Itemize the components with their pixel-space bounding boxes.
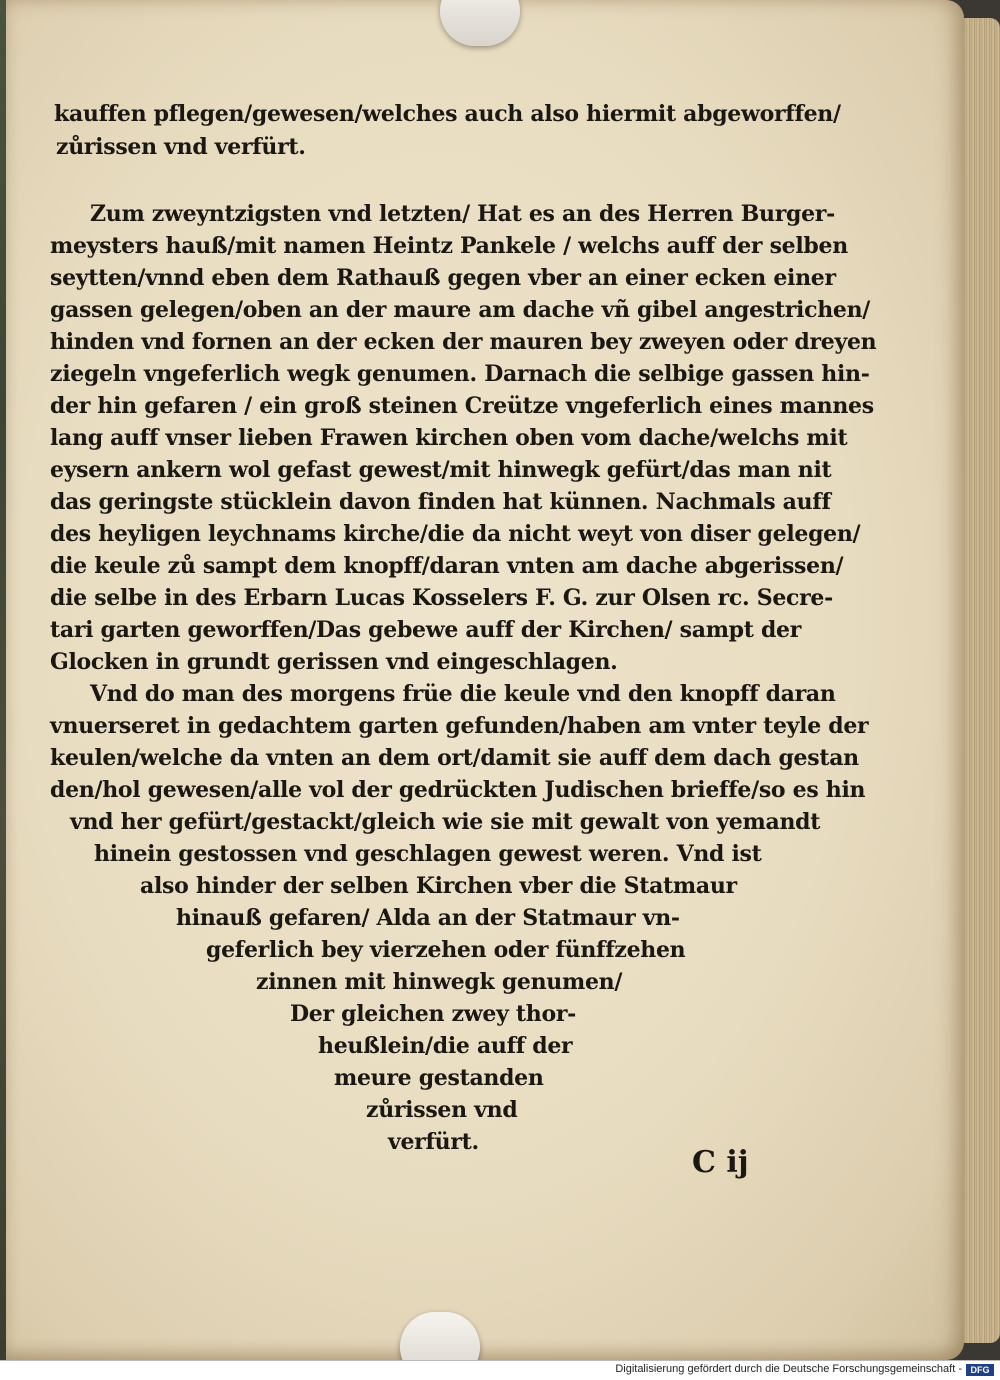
dfg-logo: DFG: [966, 1364, 994, 1376]
text-line: des heyligen leychnams kirche/die da nicht weyt von diser gelegen/: [50, 521, 861, 547]
text-line: seytten/vnnd eben dem Rathauß gegen vber an einer ecken einer: [50, 265, 836, 291]
text-line: meure gestanden: [334, 1065, 544, 1091]
text-line: die keule zů sampt dem knopff/daran vnten am dache abgerissen/: [50, 553, 844, 579]
footer-bar: [0, 1360, 1000, 1380]
text-line: vnd her gefürt/gestackt/gleich wie sie mit gewalt von yemandt: [70, 809, 821, 835]
text-line: ziegeln vngeferlich wegk genumen. Darnach die selbige gassen hin-: [50, 361, 870, 387]
text-line: die selbe in des Erbarn Lucas Kosselers F. G. zur Olsen rc. Secre-: [50, 585, 833, 611]
text-line: Zum zweyntzigsten vnd letzten/ Hat es an des Herren Burger-: [90, 201, 835, 227]
text-line: lang auff vnser lieben Frawen kirchen oben vom dache/welchs mit: [50, 425, 848, 451]
text-line: zůrissen vnd: [366, 1097, 518, 1123]
text-line: das geringste stücklein davon finden hat künnen. Nachmals auff: [50, 489, 831, 515]
text-line: gassen gelegen/oben an der maure am dache vñ gibel angestrichen/: [50, 297, 871, 323]
signature-mark: C ij: [692, 1145, 749, 1180]
text-line: also hinder der selben Kirchen vber die Statmaur: [140, 873, 737, 899]
text-line: keulen/welche da vnten an dem ort/damit sie auff dem dach gestan: [50, 745, 859, 771]
text-line: Glocken in grundt gerissen vnd eingeschlagen.: [50, 649, 618, 675]
text-line: meysters hauß/mit namen Heintz Pankele / welchs auff der selben: [50, 233, 848, 259]
text-line: der hin gefaren / ein groß steinen Creütze vngeferlich eines mannes: [50, 393, 874, 419]
text-line: zůrissen vnd verfürt.: [56, 134, 306, 160]
text-line: geferlich bey vierzehen oder fünffzehen: [206, 937, 686, 963]
text-line: kauffen pflegen/gewesen/welches auch also hiermit abgeworffen/: [54, 101, 841, 127]
text-line: eysern ankern wol gefast gewest/mit hinwegk gefürt/das man nit: [50, 457, 832, 483]
text-line: tari garten geworffen/Das gebewe auff der Kirchen/ sampt der: [50, 617, 802, 643]
footer-credit: Digitalisierung gefördert durch die Deutsche Forschungsgemeinschaft -: [615, 1363, 962, 1375]
text-line: hinauß gefaren/ Alda an der Statmaur vn-: [176, 905, 680, 931]
text-line: hinden vnd fornen an der ecken der mauren bey zweyen oder dreyen: [50, 329, 877, 355]
text-line: Der gleichen zwey thor-: [290, 1001, 576, 1027]
text-line: vnuerseret in gedachtem garten gefunden/haben am vnter teyle der: [50, 713, 869, 739]
text-line: Vnd do man des morgens früe die keule vnd den knopff daran: [90, 681, 836, 707]
text-line: verfürt.: [388, 1129, 479, 1155]
text-line: den/hol gewesen/alle vol der gedrückten Judischen brieffe/so es hin: [50, 777, 866, 803]
text-line: heußlein/die auff der: [318, 1033, 573, 1059]
text-line: hinein gestossen vnd geschlagen gewest weren. Vnd ist: [94, 841, 762, 867]
text-line: zinnen mit hinwegk genumen/: [256, 969, 623, 995]
